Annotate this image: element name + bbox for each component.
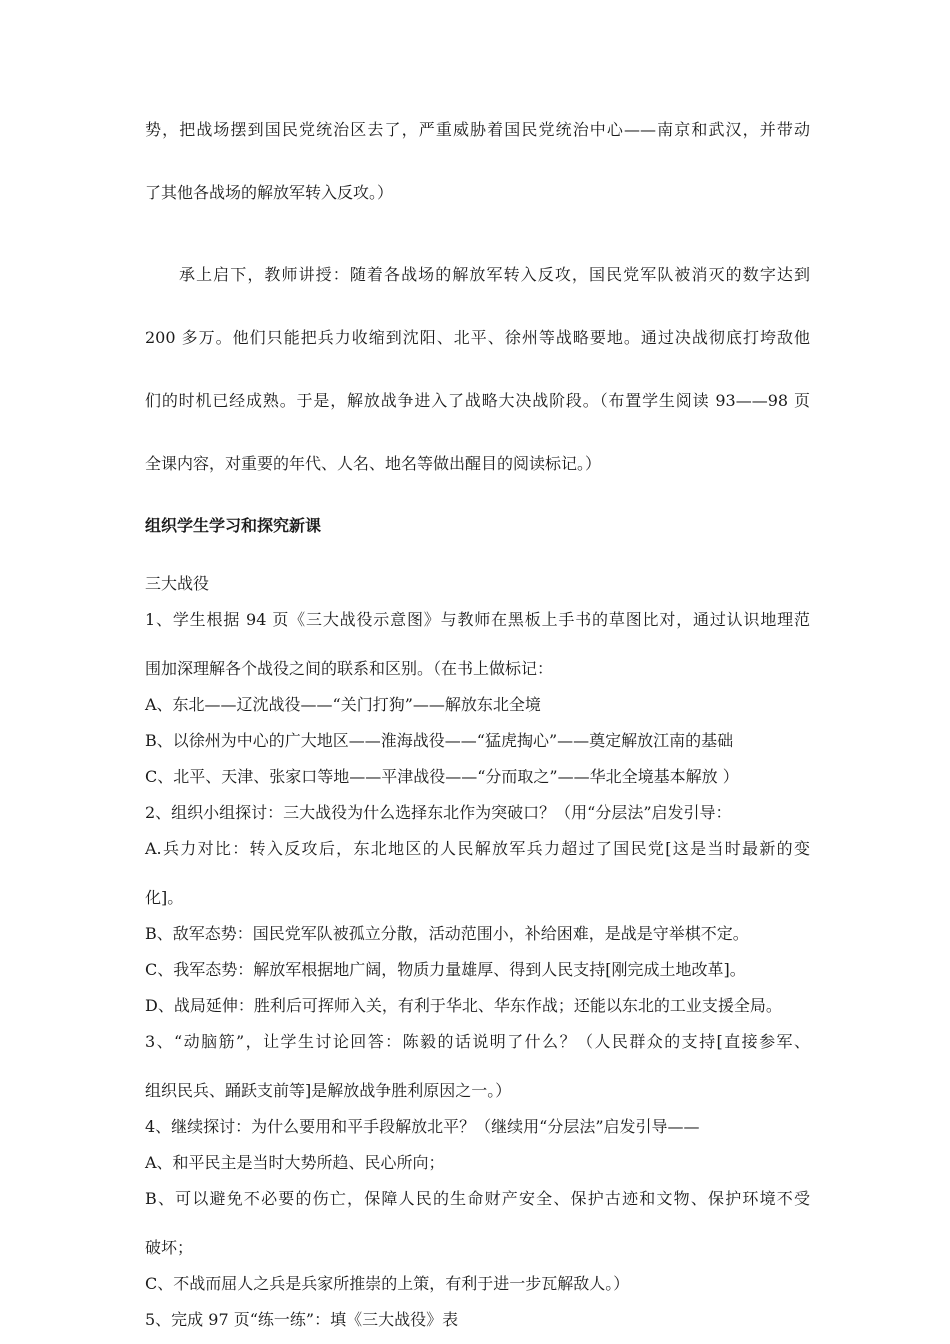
item2-point-b: B、敌军态势：国民党军队被孤立分散，活动范围小，补给困难，是战是守举棋不定。 — [145, 924, 749, 943]
item1-point-b: B、以徐州为中心的广大地区——淮海战役——“猛虎掏心”——奠定解放江南的基础 — [145, 731, 734, 750]
item4-point-c: C、不战而屈人之兵是兵家所推崇的上策，有利于进一步瓦解敌人。） — [145, 1274, 630, 1293]
transition-line-2: 200 多万。他们只能把兵力收缩到沈阳、北平、徐州等战略要地。通过决战彻底打垮敌他 — [145, 328, 810, 347]
subheading: 三大战役 — [145, 574, 210, 593]
item2-point-a-2: 化]。 — [145, 888, 184, 907]
section-heading: 组织学生学习和探究新课 — [145, 516, 322, 535]
item2-point-d: D、战局延伸：胜利后可挥师入关，有利于华北、华东作战；还能以东北的工业支援全局。 — [145, 996, 782, 1015]
item1-line-1: 1、学生根据 94 页《三大战役示意图》与教师在黑板上手书的草图比对，通过认识地理范 — [145, 610, 810, 629]
item1-point-a: A、东北——辽沈战役——“关门打狗”——解放东北全境 — [145, 695, 541, 714]
document-page — [145, 118, 810, 1332]
item4-line-1: 4、继续探讨：为什么要用和平手段解放北平？（继续用“分层法”启发引导—— — [145, 1117, 700, 1136]
item1-line-2: 围加深理解各个战役之间的联系和区别。（在书上做标记： — [145, 659, 554, 678]
item3-line-1: 3、“动脑筋”，让学生讨论回答：陈毅的话说明了什么？（人民群众的支持[直接参军、 — [145, 1032, 810, 1051]
item4-point-a: A、和平民主是当时大势所趋、民心所向； — [145, 1153, 445, 1172]
item2-point-a-1: A.兵力对比：转入反攻后，东北地区的人民解放军兵力超过了国民党[这是当时最新的变 — [145, 839, 810, 858]
item3-line-2: 组织民兵、踊跃支前等]是解放战争胜利原因之一。） — [145, 1081, 512, 1100]
item5-line-1: 5、完成 97 页“练一练”：填《三大战役》表 — [145, 1310, 459, 1329]
transition-line-3: 们的时机已经成熟。于是，解放战争进入了战略大决战阶段。（布置学生阅读 93——98 页 — [145, 391, 810, 410]
item4-point-b-2: 破坏； — [145, 1238, 194, 1257]
item4-point-b-1: B、可以避免不必要的伤亡，保障人民的生命财产安全、保护古迹和文物、保护环境不受 — [145, 1189, 810, 1208]
transition-line-1: 承上启下，教师讲授：随着各战场的解放军转入反攻，国民党军队被消灭的数字达到 — [179, 265, 810, 284]
item2-line-1: 2、组织小组探讨：三大战役为什么选择东北作为突破口？（用“分层法”启发引导： — [145, 803, 732, 822]
intro-line-1: 势，把战场摆到国民党统治区去了，严重威胁着国民党统治中心——南京和武汉，并带动 — [145, 120, 810, 139]
intro-line-2: 了其他各战场的解放军转入反攻。） — [145, 183, 394, 202]
item1-point-c: C、北平、天津、张家口等地——平津战役——“分而取之”——华北全境基本解放 ） — [145, 767, 739, 786]
transition-line-4: 全课内容，对重要的年代、人名、地名等做出醒目的阅读标记。） — [145, 454, 602, 473]
item2-point-c: C、我军态势：解放军根据地广阔，物质力量雄厚、得到人民支持[刚完成土地改革]。 — [145, 960, 746, 979]
